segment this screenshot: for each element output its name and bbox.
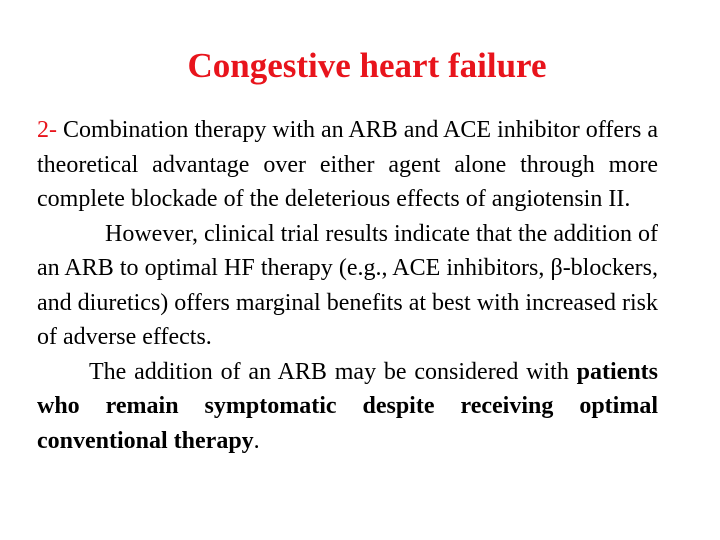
list-number: 2- [37, 117, 57, 143]
paragraph-text: The addition of an ARB may be considered with [89, 358, 577, 385]
paragraph-end: . [253, 427, 260, 454]
paragraph-text: Combination therapy with an ARB and ACE inhibitor offers a theoretical advantage over either agent alone through more complete blockade of the deleterious effects of angiotensin II. [37, 117, 658, 212]
slide-title: Congestive heart failure [187, 46, 547, 85]
paragraph-recommendation [37, 355, 658, 459]
emphasis-text: patients who remain symptomatic despite receiving optimal conventional therapy [37, 358, 658, 454]
paragraph-clinical-trials: However, clinical trial results indicate that the addition of an ARB to optimal HF therapy (e.g., ACE inhibitors, β-blockers, and diuretics) offers marginal benefits at best with increased risk of adverse effects. [37, 220, 658, 350]
paragraph-combination-therapy [37, 113, 658, 217]
slide-body [37, 113, 658, 458]
